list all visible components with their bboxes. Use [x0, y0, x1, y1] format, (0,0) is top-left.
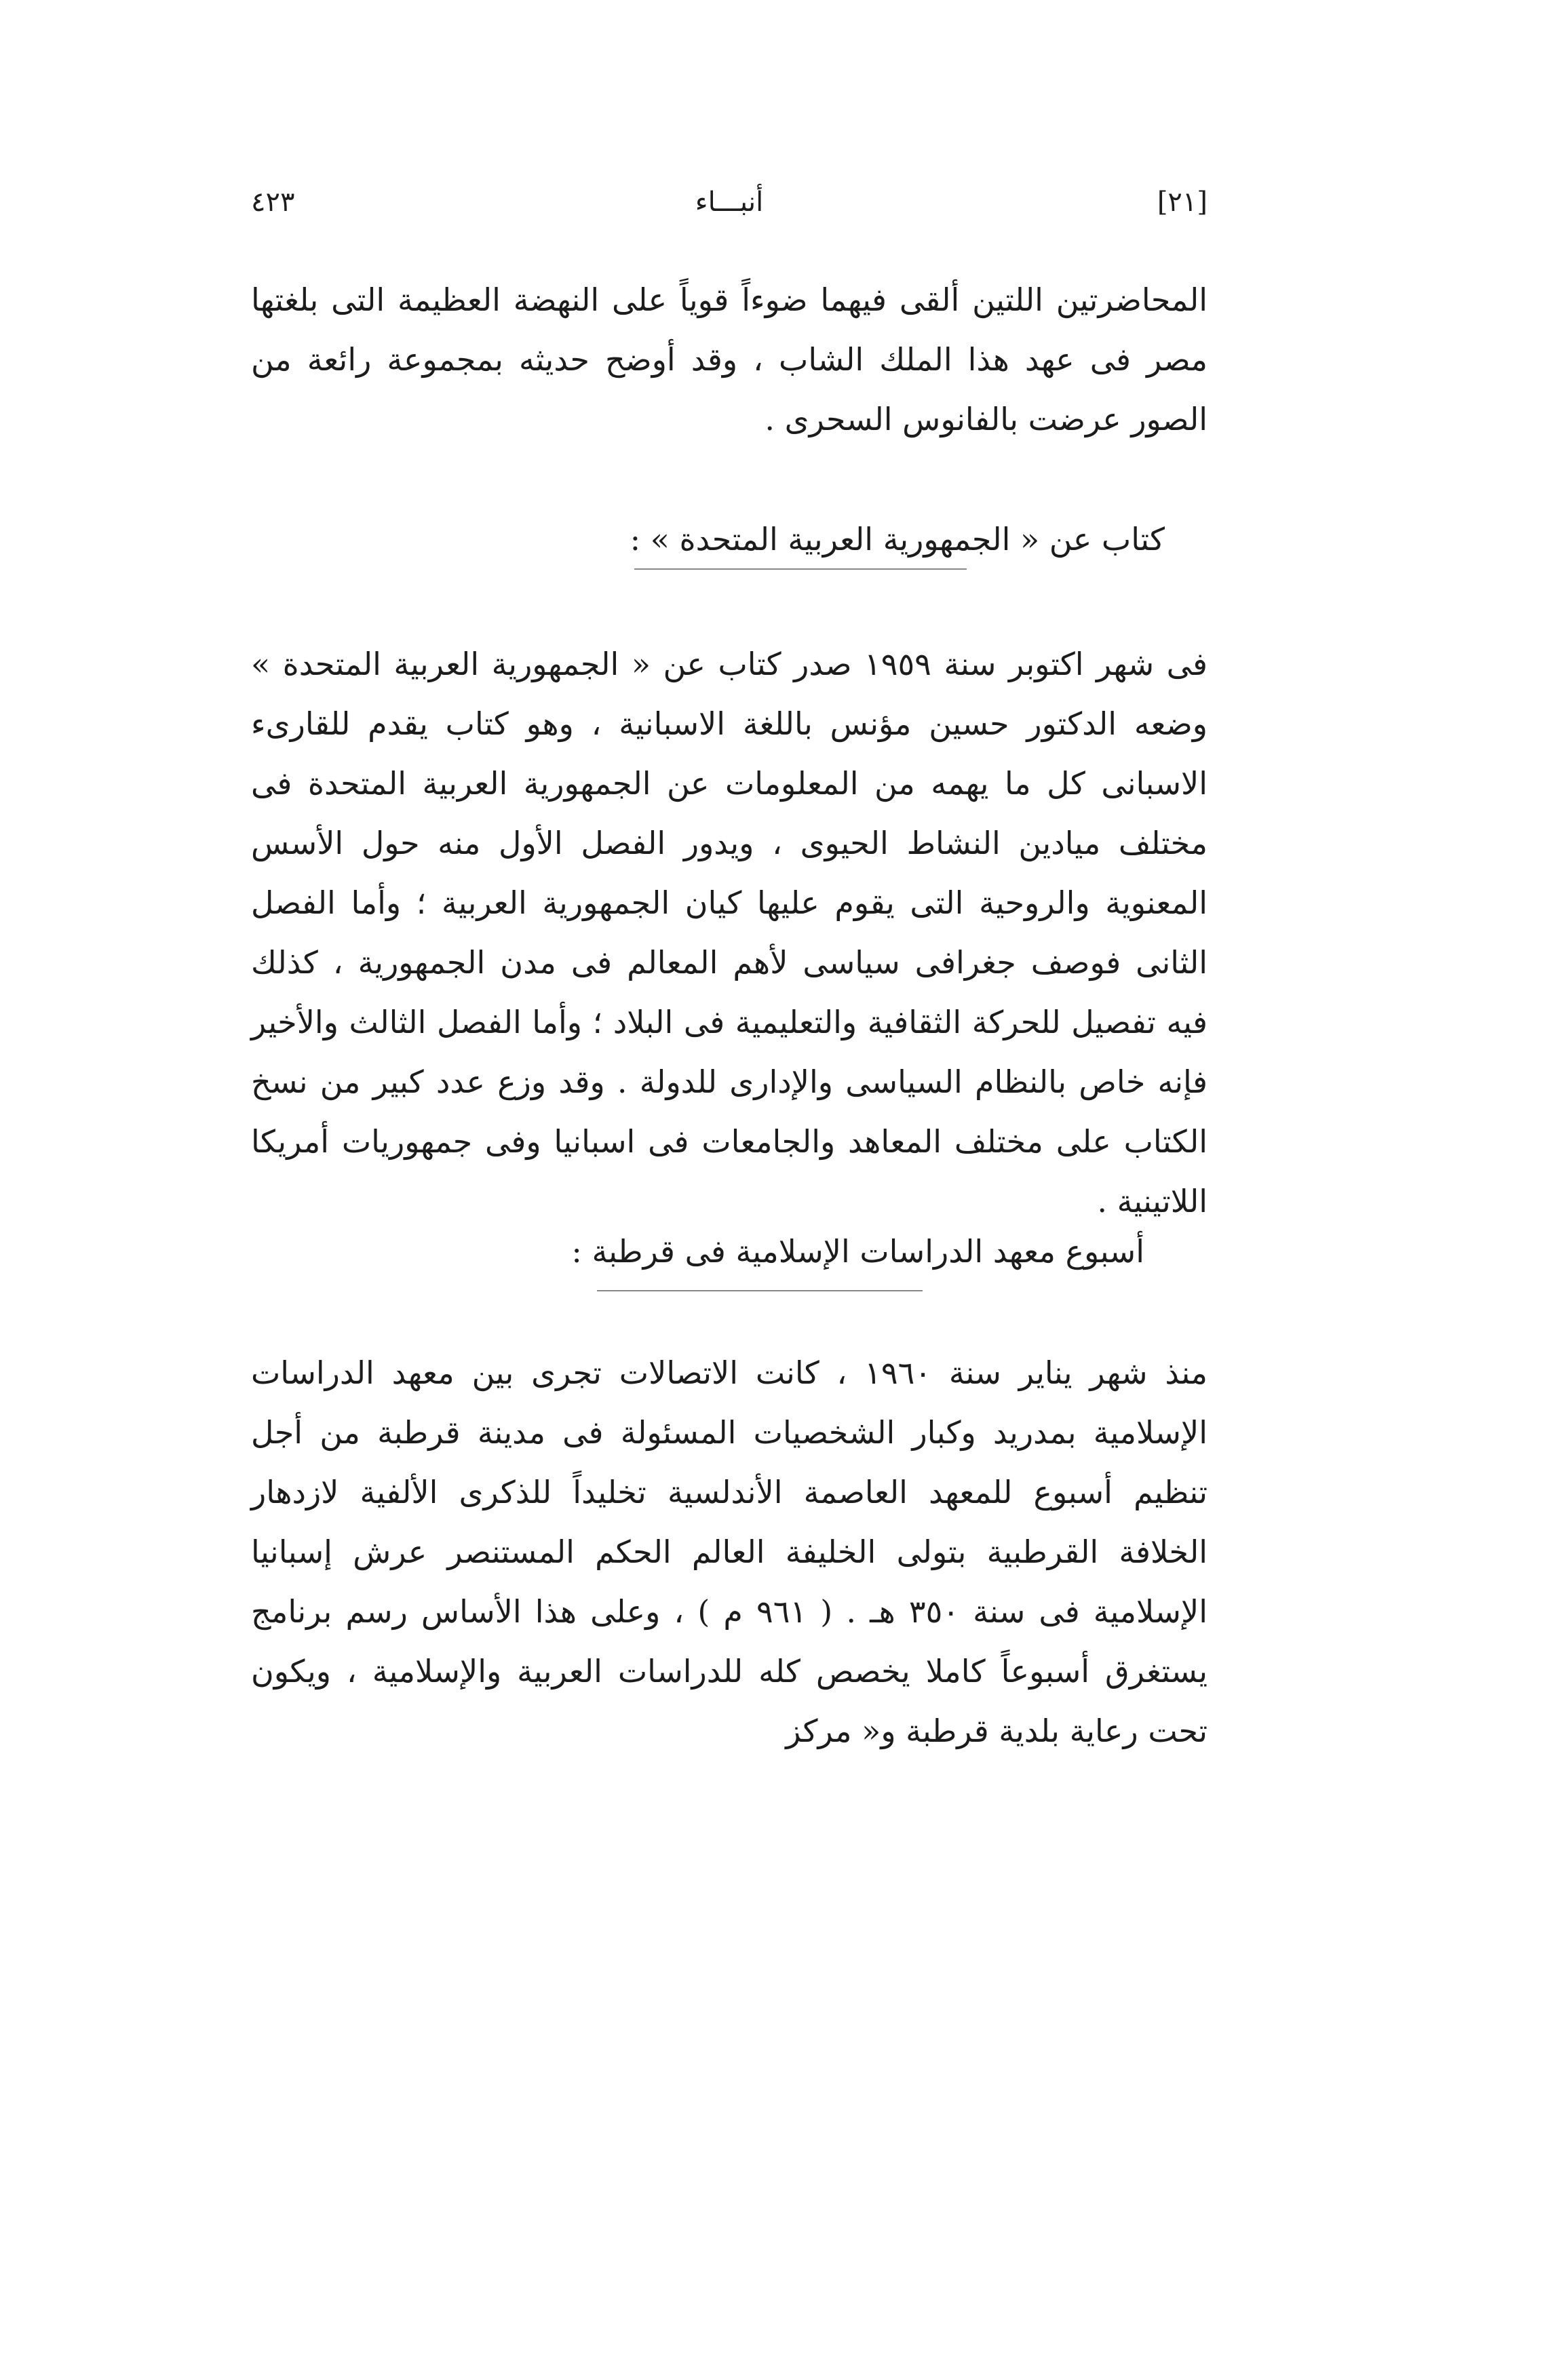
- heading-underline: [597, 1290, 923, 1291]
- running-header: [251, 187, 1207, 234]
- cordoba-paragraph: منذ شهر يناير سنة ١٩٦٠ ، كانت الاتصالات تجرى بين معهد الدراسات الإسلامية بمدريد وكبار الشخصيات المسئولة فى مدينة قرطبة من أجل تنظيم أسبوع للمعهد العاصمة الأندلسية تخليداً للذكرى الألفية لازدهار الخلافة القرطبية بتولى الخليفة العالم الحكم المستنصر عرش إسبانيا الإسلامية فى سنة ٣٥٠ هـ . ( ٩٦١ م ) ، وعلى هذا الأساس رسم برنامج يستغرق أسبوعاً كاملا يخصص كله للدراسات العربية والإسلامية ، ويكون تحت رعاية بلدية قرطبة و« مركز: [251, 1354, 1207, 1749]
- book-paragraph-block: [251, 634, 1207, 1231]
- page-number: ٤٢٣: [251, 187, 295, 218]
- book-paragraph: فى شهر اكتوبر سنة ١٩٥٩ صدر كتاب عن « الجمهورية العربية المتحدة » وضعه الدكتور حسين مؤنس باللغة الاسبانية ، وهو كتاب يقدم للقارىء الاسبانى كل ما يهمه من المعلومات عن الجمهورية العربية المتحدة فى مختلف ميادين النشاط الحيوى ، ويدور الفصل الأول منه حول الأسس المعنوية والروحية التى يقوم عليها كيان الجمهورية العربية ؛ وأما الفصل الثانى فوصف جغرافى سياسى لأهم المعالم فى مدن الجمهورية ، كذلك فيه تفصيل للحركة الثقافية والتعليمية فى البلاد ؛ وأما الفصل الثالث والأخير فإنه خاص بالنظام السياسى والإدارى للدولة . وقد وزع عدد كبير من نسخ الكتاب على مختلف المعاهد والجامعات فى اسبانيا وفى جمهوريات أمريكا اللاتينية .: [251, 646, 1207, 1220]
- intro-paragraph-block: [251, 270, 1207, 449]
- running-title: أنبـــاء: [695, 187, 764, 218]
- intro-paragraph: المحاضرتين اللتين ألقى فيهما ضوءاً قوياً على النهضة العظيمة التى بلغتها مصر فى عهد هذا الملك الشاب ، وقد أوضح حديثه بمجموعة رائعة من الصور عرضت بالفانوس السحرى .: [251, 281, 1207, 437]
- heading-underline: [634, 568, 967, 570]
- section-number: [٢١]: [1157, 187, 1207, 218]
- book-heading: كتاب عن « الجمهورية العربية المتحدة » :: [630, 521, 1165, 558]
- cordoba-paragraph-block: [251, 1343, 1207, 1761]
- cordoba-heading: أسبوع معهد الدراسات الإسلامية فى قرطبة :: [571, 1233, 1144, 1270]
